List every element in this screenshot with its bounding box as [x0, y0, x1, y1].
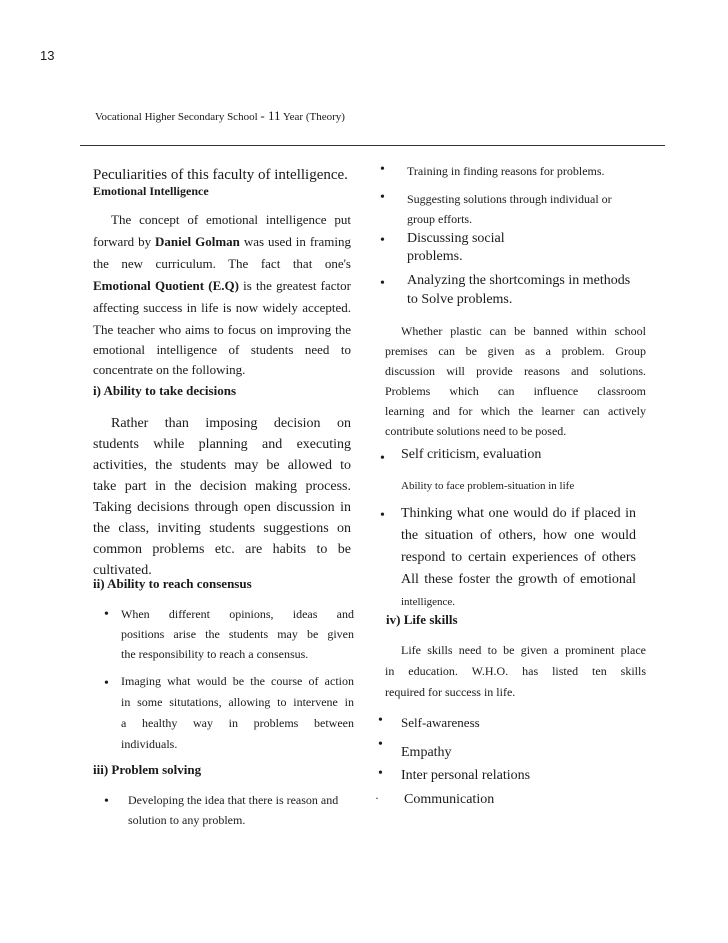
- section-1: [93, 381, 351, 401]
- skill-item: Empathy: [401, 745, 452, 760]
- author-name: Daniel Golman: [155, 234, 240, 249]
- life-skills-paragraph: [385, 640, 646, 702]
- running-head-suffix: Year (Theory): [280, 111, 345, 123]
- bullet-icon: •: [380, 233, 385, 248]
- bullet-line: intelligence.: [401, 596, 456, 608]
- skill-2: [401, 743, 641, 763]
- para-line: the class, inviting students suggestions on: [93, 521, 351, 536]
- running-head-prefix: Vocational Higher Secondary School: [95, 111, 261, 123]
- running-head: [95, 108, 345, 124]
- bullet-icon: •: [104, 676, 109, 691]
- para-line: students while planning and executing: [93, 437, 351, 452]
- eq-term: Emotional Quotient (E.Q): [93, 278, 239, 293]
- bullet-line: to Solve problems.: [407, 292, 513, 307]
- para-line: Life skills need to be given a prominent place: [401, 643, 646, 657]
- para-line: in education. W.H.O. has listed ten skills: [385, 664, 646, 678]
- bullet-icon: •: [380, 276, 385, 291]
- bullet-line: positions arise the students may be given: [121, 627, 354, 641]
- para-line: cultivated.: [93, 563, 152, 578]
- bullet-line: Training in finding reasons for problems.: [407, 164, 605, 178]
- intro-paragraph: [93, 210, 351, 380]
- left-subheading-block: [93, 181, 351, 201]
- section-title: i) Ability to take decisions: [93, 383, 237, 398]
- intro-line: emotional intelligence of students need to: [93, 342, 351, 357]
- bullet-icon: •: [378, 737, 383, 752]
- intro-line: The teacher who aims to focus on improving the: [93, 322, 351, 337]
- right-bullet-5: [401, 445, 641, 465]
- bullet-line: group efforts.: [407, 212, 473, 226]
- bullet-icon: •: [380, 162, 385, 177]
- problem-bullet-1: [128, 790, 364, 830]
- bullet-icon: •: [104, 794, 109, 809]
- bullet-line: All these foster the growth of emotional: [401, 572, 636, 587]
- bullet-icon: ·: [375, 791, 379, 805]
- bullet-icon: •: [380, 451, 385, 466]
- section-1-paragraph: [93, 414, 351, 581]
- right-bullet-6: [401, 504, 636, 612]
- face-problems-line: [401, 476, 641, 496]
- para-line: Taking decisions through open discussion in: [93, 500, 351, 515]
- bullet-icon: •: [380, 508, 385, 523]
- running-head-year: - 11: [260, 108, 281, 123]
- bullet-icon: •: [380, 190, 385, 205]
- right-bullet-1: [407, 161, 647, 181]
- bullet-line: the responsibility to reach a consensus.: [121, 647, 309, 661]
- para-line: required for success in life.: [385, 685, 516, 699]
- section-2: [93, 574, 351, 594]
- bullet-line: Developing the idea that there is reason and: [128, 793, 339, 807]
- skill-4: [404, 790, 644, 810]
- emotional-intelligence-subheading: Emotional Intelligence: [93, 184, 209, 198]
- para-line: learning and for which the learner can actively: [385, 404, 646, 418]
- section-title: ii) Ability to reach consensus: [93, 576, 252, 591]
- intro-line: affecting success in life is now widely accepted.: [93, 300, 351, 315]
- intro-line: forward by Daniel Golman was used in framing: [93, 234, 351, 249]
- bullet-line: Discussing social: [407, 231, 505, 246]
- skill-item: Communication: [404, 792, 495, 807]
- skill-3: [401, 766, 641, 786]
- consensus-bullet-2: [121, 671, 354, 754]
- bullet-line: When different opinions, ideas and: [121, 607, 354, 621]
- bullet-line: Imaging what would be the course of action: [121, 674, 354, 688]
- bullet-line: respond to certain experiences of others: [401, 550, 636, 565]
- bullet-line: solution to any problem.: [128, 813, 246, 827]
- bullet-icon: •: [378, 766, 383, 781]
- para-line: Problems which can influence classroom: [385, 384, 646, 398]
- bullet-icon: •: [104, 607, 109, 622]
- bullet-line: in some situtations, allowing to intervene in: [121, 695, 354, 709]
- consensus-bullet-1: [121, 604, 354, 664]
- bullet-line: Self criticism, evaluation: [401, 447, 542, 462]
- para-line: contribute solutions need to be posed.: [385, 424, 567, 438]
- face-problems-text: Ability to face problem-situation in life: [401, 480, 575, 492]
- bullet-line: the situation of others, how one would: [401, 528, 636, 543]
- para-line: premises can be given as a problem. Group: [385, 344, 646, 358]
- faculty-heading: Peculiarities of this faculty of intelligence.: [93, 167, 348, 183]
- skill-item: Inter personal relations: [401, 768, 531, 783]
- bullet-line: Analyzing the shortcomings in methods: [407, 273, 631, 288]
- right-bullet-2: [407, 189, 647, 229]
- plastic-paragraph: [385, 321, 646, 441]
- section-title: iii) Problem solving: [93, 762, 202, 777]
- skill-item: Self-awareness: [401, 715, 480, 730]
- para-line: common problems etc. are habits to be: [93, 542, 351, 557]
- right-bullet-4: [407, 271, 647, 309]
- header-rule: [80, 145, 665, 146]
- right-bullet-3: [407, 230, 647, 266]
- para-line: Whether plastic can be banned within school: [401, 324, 646, 338]
- bullet-line: Thinking what one would do if placed in: [401, 506, 636, 521]
- skill-1: [401, 713, 641, 733]
- section-3: [93, 760, 351, 780]
- intro-line: The concept of emotional intelligence put: [111, 212, 351, 227]
- bullet-line: a healthy way in problems between: [121, 716, 354, 730]
- para-line: Rather than imposing decision on: [111, 416, 351, 431]
- section-4: [386, 610, 586, 630]
- bullet-line: individuals.: [121, 737, 178, 751]
- bullet-line: Suggesting solutions through individual or: [407, 192, 612, 206]
- para-line: activities, the students may be allowed to: [93, 458, 351, 473]
- section-title: iv) Life skills: [386, 612, 458, 627]
- para-line: take part in the decision making process.: [93, 479, 351, 494]
- bullet-line: problems.: [407, 249, 463, 264]
- para-line: discussion will provide reasons and solutions.: [385, 364, 646, 378]
- intro-line: concentrate on the following.: [93, 362, 246, 377]
- bullet-icon: •: [378, 713, 383, 728]
- intro-line: the new curriculum. The fact that one's: [93, 256, 351, 271]
- page-number: 13: [40, 48, 55, 63]
- intro-line: Emotional Quotient (E.Q) is the greatest factor: [93, 278, 351, 293]
